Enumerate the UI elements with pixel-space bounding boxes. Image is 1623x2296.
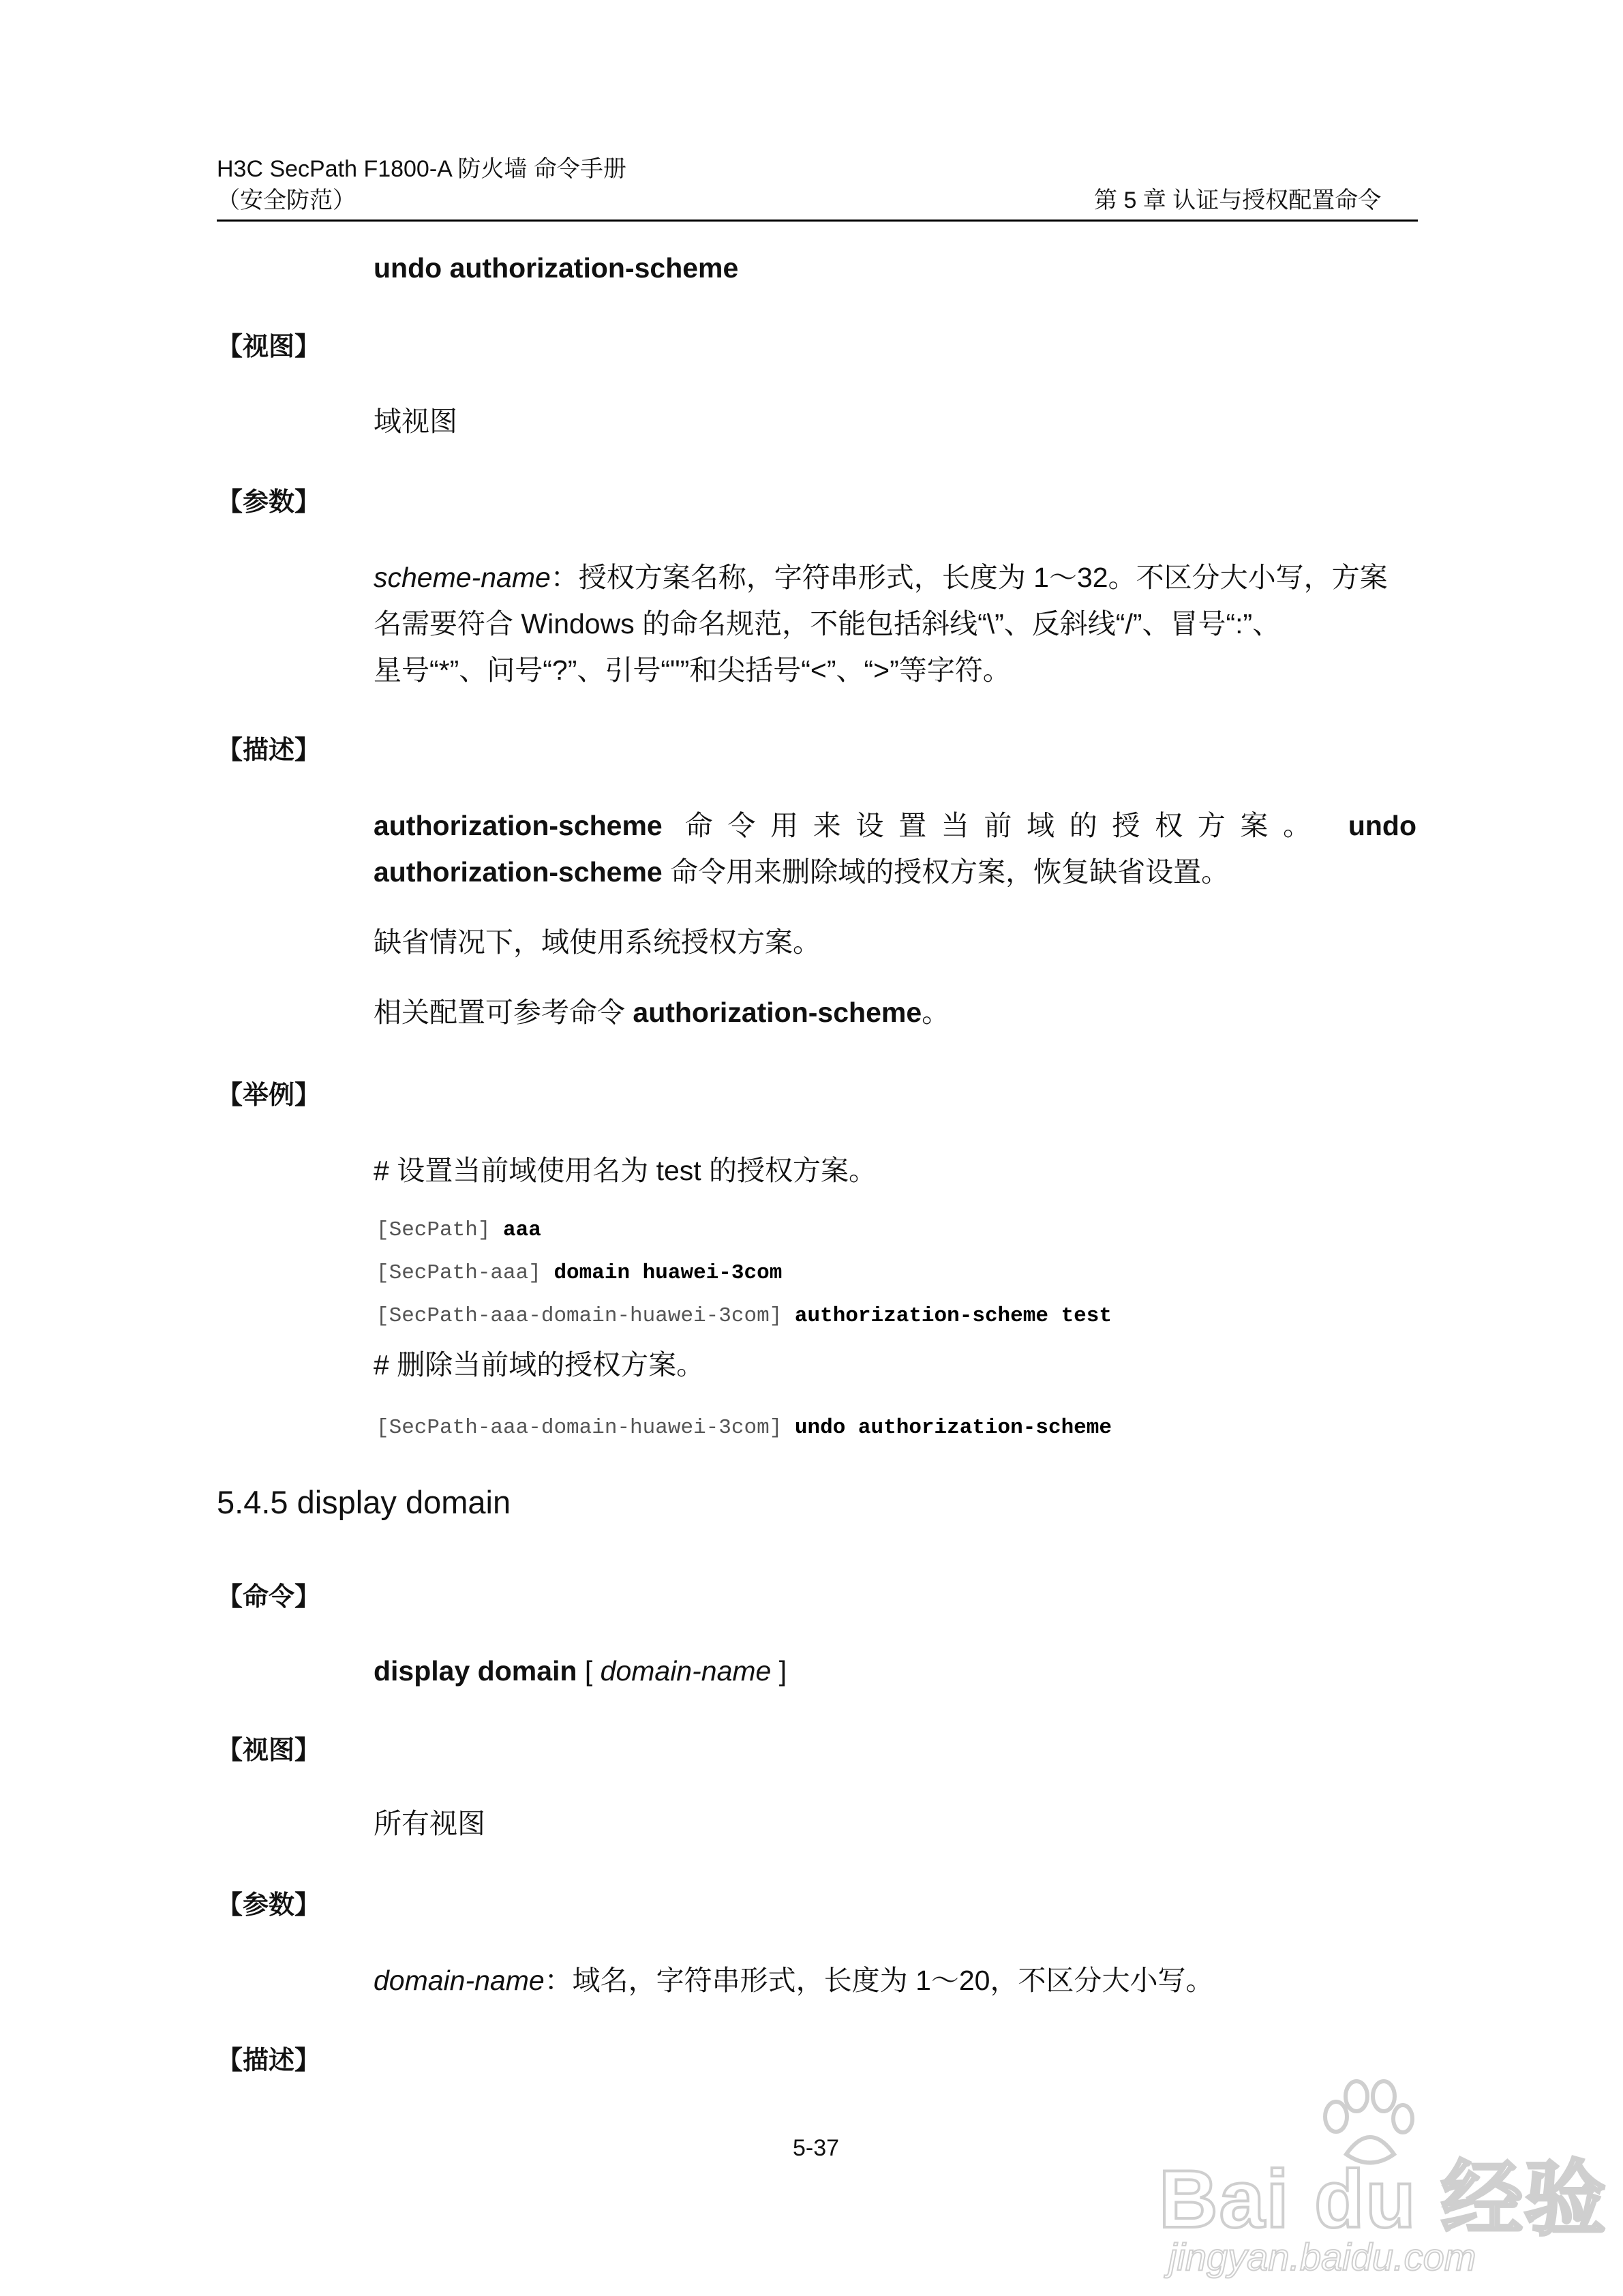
param-name: scheme-name (374, 562, 551, 593)
command-name: display domain (374, 1655, 577, 1687)
param-line (374, 1963, 1213, 1997)
related-prefix: 相关配置可参考命令 (374, 997, 633, 1028)
bracket-open: [ (577, 1655, 601, 1687)
section-title-view: 【视图】 (217, 1736, 321, 1765)
desc-mid-1: 命令用来设置当前域的授权方案。 (662, 810, 1326, 841)
bracket-close: ] (771, 1655, 787, 1687)
code-command: aaa (503, 1218, 541, 1242)
param-line-1 (374, 560, 1388, 594)
header-chapter: 第 5 章 认证与授权配置命令 (1094, 187, 1382, 213)
code-line (376, 1217, 541, 1244)
desc-rest-2: 命令用来删除域的授权方案，恢复缺省设置。 (662, 856, 1230, 888)
desc-default: 缺省情况下，域使用系统授权方案。 (374, 926, 821, 958)
code-prompt: [SecPath] (376, 1218, 504, 1242)
section-title-command: 【命令】 (217, 1583, 321, 1612)
view-text: 域视图 (374, 406, 457, 437)
code-command: undo authorization-scheme (794, 1416, 1112, 1440)
code-command: domain huawei-3com (553, 1261, 783, 1285)
param-name: domain-name (374, 1965, 545, 1996)
param-line-2: 名需要符合 Windows 的命名规范，不能包括斜线“\”、反斜线“/”、冒号“:”、 (374, 608, 1281, 639)
param-desc-1: ：授权方案名称，字符串形式，长度为 1～32。不区分大小写，方案 (550, 562, 1388, 593)
section-title-example: 【举例】 (217, 1081, 321, 1110)
code-line (376, 1260, 782, 1287)
command-syntax (374, 1654, 787, 1688)
watermark-url: jingyan.baidu.com (1168, 2235, 1476, 2278)
header-volume: （安全防范） (217, 187, 356, 213)
example-note-1: # 设置当前域使用名为 test 的授权方案。 (374, 1155, 877, 1186)
section-heading-545: 5.4.5 display domain (217, 1484, 511, 1520)
code-line (376, 1303, 1112, 1330)
desc-related (374, 995, 950, 1029)
related-suffix: 。 (922, 997, 950, 1028)
view-text: 所有视图 (374, 1808, 485, 1839)
section-title-params: 【参数】 (217, 488, 321, 517)
code-line (376, 1415, 1112, 1442)
param-line-3: 星号“*”、问号“?”、引号“"”和尖括号“<”、“>”等字符。 (374, 654, 1011, 686)
desc-cmd-undo: undo (1348, 810, 1416, 841)
code-prompt: [SecPath-aaa] (376, 1261, 554, 1285)
section-title-desc: 【描述】 (217, 736, 321, 765)
header-product-line: H3C SecPath F1800-A 防火墙 命令手册 (217, 156, 626, 182)
param-desc: ：域名，字符串形式，长度为 1～20，不区分大小写。 (544, 1965, 1214, 1996)
example-note-2: # 删除当前域的授权方案。 (374, 1349, 705, 1380)
code-command: authorization-scheme test (794, 1304, 1112, 1328)
top-command: undo authorization-scheme (374, 252, 739, 284)
desc-cmd-2: authorization-scheme (374, 856, 663, 888)
section-title-desc: 【描述】 (217, 2046, 321, 2075)
code-prompt: [SecPath-aaa-domain-huawei-3com] (376, 1304, 795, 1328)
command-param: domain-name (600, 1655, 772, 1687)
desc-cmd-1: authorization-scheme (374, 810, 663, 841)
code-prompt: [SecPath-aaa-domain-huawei-3com] (376, 1416, 795, 1440)
watermark (1159, 2079, 1608, 2278)
page-number: 5-37 (793, 2135, 840, 2161)
section-title-view: 【视图】 (217, 333, 321, 361)
related-cmd: authorization-scheme (633, 997, 922, 1028)
desc-line-1 (374, 809, 1416, 843)
section-title-params: 【参数】 (217, 1891, 321, 1920)
desc-line-2 (374, 855, 1229, 889)
header-rule (217, 220, 1418, 222)
watermark-logo: Bai du 经验 (1159, 2154, 1608, 2245)
